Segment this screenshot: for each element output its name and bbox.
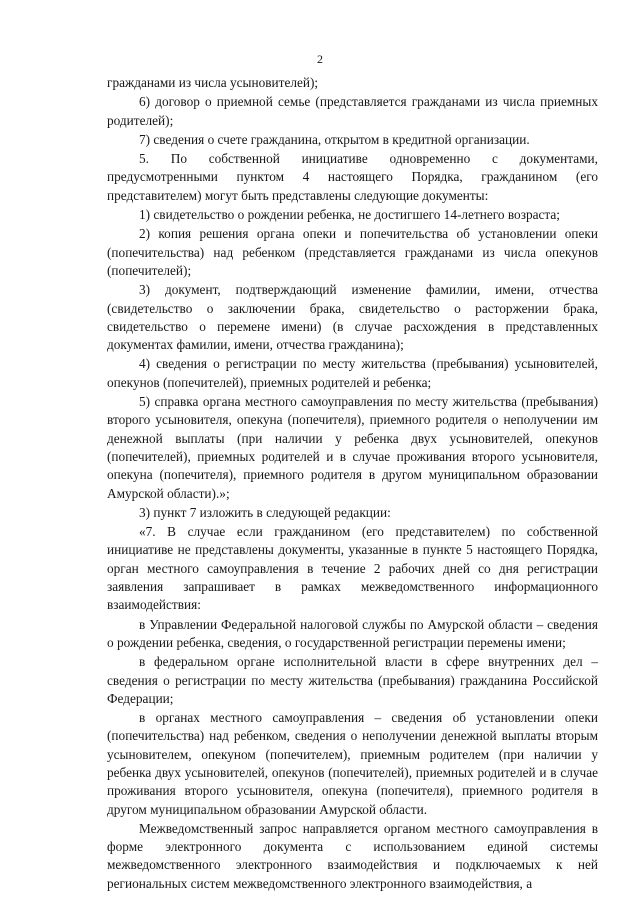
paragraph: в органах местного самоуправления – сведения об установлении опеки (попечительства) над ребенком, сведения о неполучении денежной выплаты вторым усыновителем, опекуном (попечителем), приемным родителем (при наличии у ребенка двух усыновителей, опекунов (попечителей), приемных родителей и в случае проживания второго усыновителя, опекуна (попечителя), приемного родителя в другом муниципальном образовании Амурской области. — [107, 710, 598, 817]
paragraph: 2) копия решения органа опеки и попечительства об установлении опеки (попечительства) над ребенком (представляется гражданами из числа опекунов (попечителей); — [107, 226, 598, 278]
document-body — [107, 74, 598, 894]
paragraph: 3) документ, подтверждающий изменение фамилии, имени, отчества (свидетельство о заключении брака, свидетельство о расторжении брака, свидетельство о перемене имени) (в случае расхождения в представленных документах фамилии, имени, отчества гражданина); — [107, 282, 598, 353]
paragraph: «7. В случае если гражданином (его представителем) по собственной инициативе не представлены документы, указанные в пункте 5 настоящего Порядка, орган местного самоуправления в течение 2 рабочих дней со дня регистрации заявления запрашивает в рамках межведомственного информационного взаимодействия: — [107, 524, 598, 613]
paragraph: Межведомственный запрос направляется органом местного самоуправления в форме электронного документа с использованием единой системы межведомственного электронного взаимодействия и подключаемых к ней региональных систем межведомственного электронного взаимодействия, а — [107, 820, 598, 891]
paragraph: гражданами из числа усыновителей); — [107, 75, 319, 90]
paragraph: 7) сведения о счете гражданина, открытом в кредитной организации. — [139, 131, 530, 147]
page-number: 2 — [317, 52, 323, 66]
paragraph: 6) договор о приемной семье (представляется гражданами из числа приемных родителей); — [107, 94, 598, 128]
paragraph: в федеральном органе исполнительной власти в сфере внутренних дел – сведения о регистрации по месту жительства (пребывания) гражданина Российской Федерации; — [107, 654, 598, 706]
paragraph: 3) пункт 7 изложить в следующей редакции: — [139, 504, 391, 520]
paragraph: 5) справка органа местного самоуправления по месту жительства (пребывания) второго усыновителя, опекуна (попечителя), приемного родителя о неполучении им денежной выплаты (при наличии у ребенка двух усыновителей, опекунов (попечителей), приемных родителей и в случае проживания второго усыновителя, опекуна (попечителя), приемного родителя в другом муниципальном образовании Амурской области).»; — [107, 394, 598, 501]
paragraph: 5. По собственной инициативе одновременно с документами, предусмотренными пунктом 4 настоящего Порядка, гражданином (его представителем) могут быть представлены следующие документы: — [107, 151, 598, 203]
paragraph: в Управлении Федеральной налоговой службы по Амурской области – сведения о рождении ребенка, сведения, о государственной регистрации перемены имени; — [107, 616, 598, 650]
paragraph: 4) сведения о регистрации по месту жительства (пребывания) усыновителей, опекунов (попечителей), приемных родителей и ребенка; — [107, 356, 598, 390]
paragraph: 1) свидетельство о рождении ребенка, не достигшего 14-летнего возраста; — [139, 207, 560, 223]
